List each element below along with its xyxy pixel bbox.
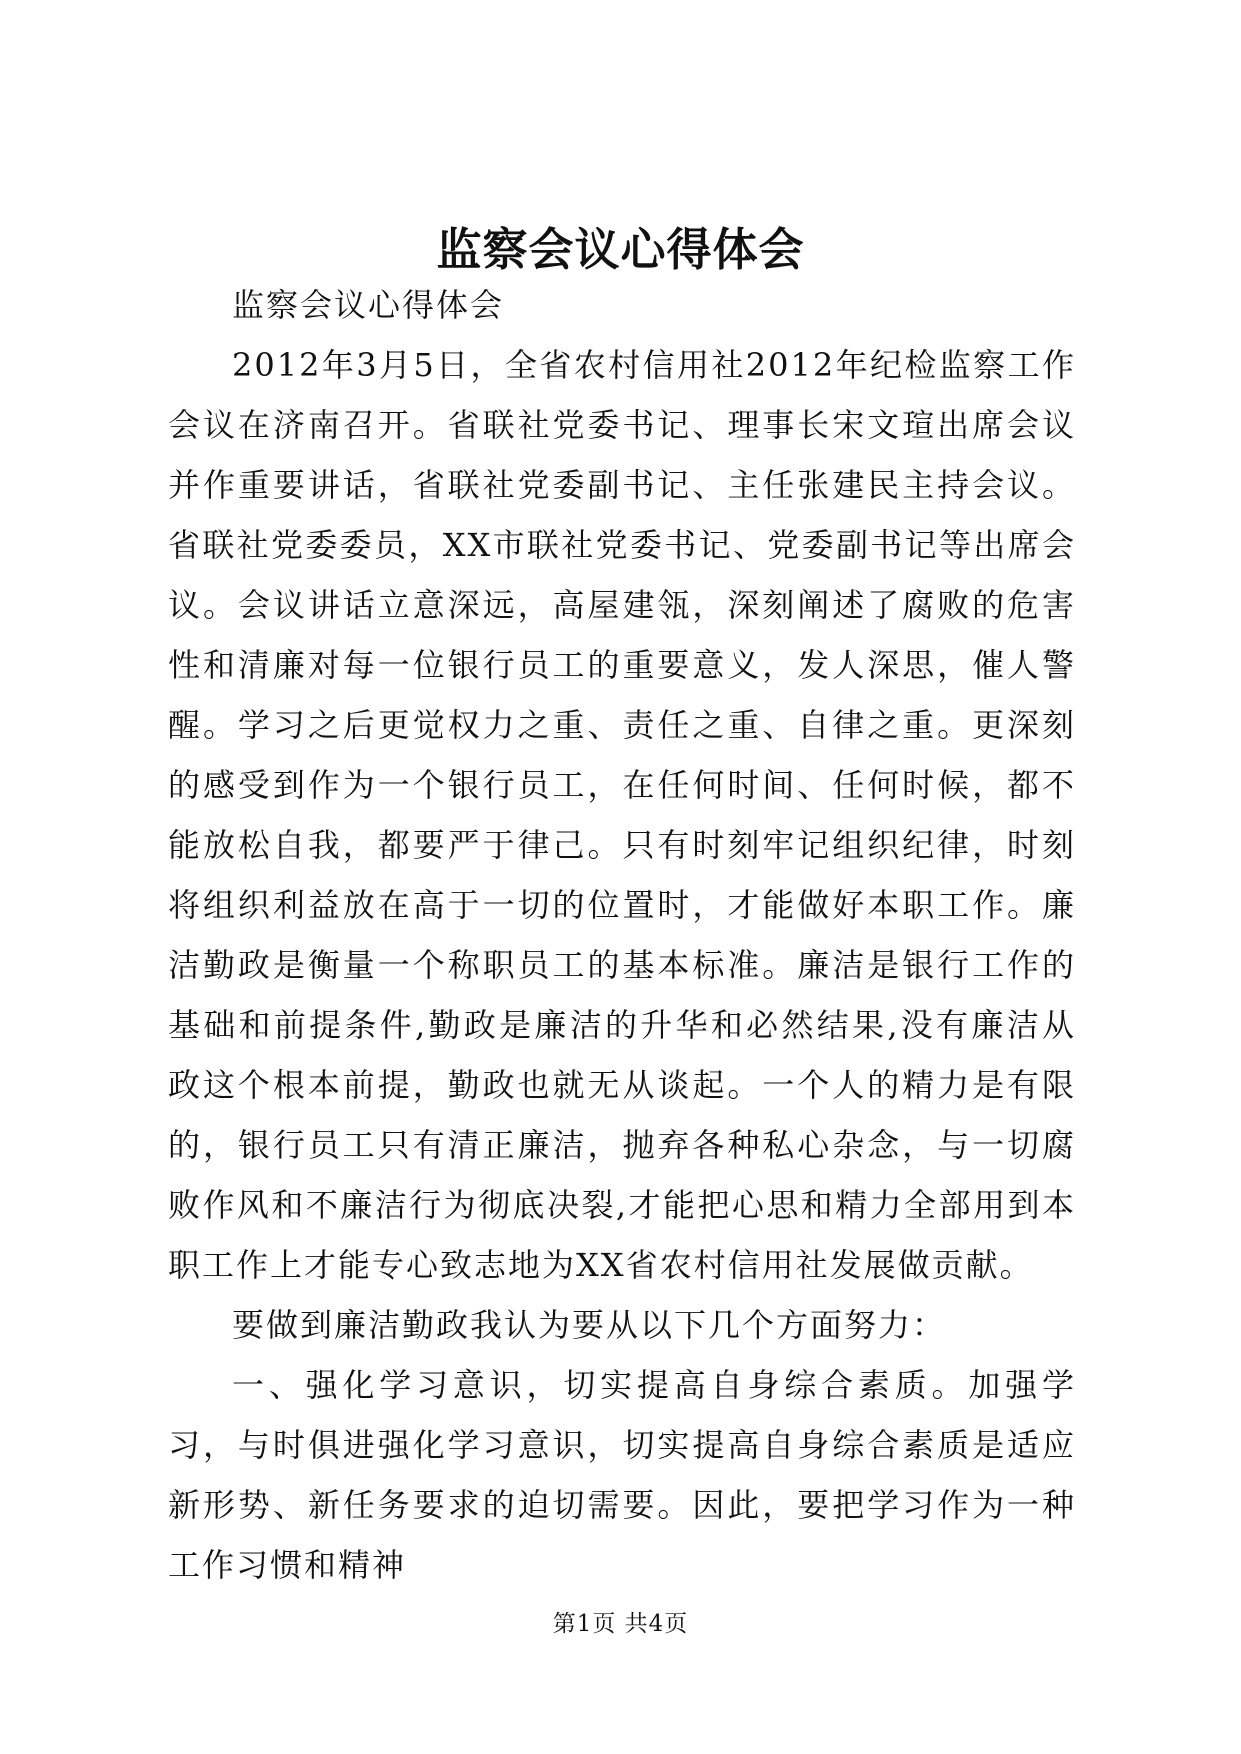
body-paragraph-1: 2012年3月5日，全省农村信用社2012年纪检监察工作会议在济南召开。省联社党委书记、理事长宋文瑄出席会议并作重要讲话，省联社党委副书记、主任张建民主持会议。省联社党委委员，XX市联社党委书记、党委副书记等出席会议。会议讲话立意深远，高屋建瓴，深刻阐述了腐败的危害性和清廉对每一位银行员工的重要意义，发人深思，催人警醒。学习之后更觉权力之重、责任之重、自律之重。更深刻的感受到作为一个银行员工，在任何时间、任何时候，都不能放松自我，都要严于律己。只有时刻牢记组织纪律，时刻将组织利益放在高于一切的位置时，才能做好本职工作。廉洁勤政是衡量一个称职员工的基本标准。廉洁是银行工作的基础和前提条件,勤政是廉洁的升华和必然结果,没有廉洁从政这个根本前提，勤政也就无从谈起。一个人的精力是有限的，银行员工只有清正廉洁，抛弃各种私心杂念，与一切腐败作风和不廉洁行为彻底决裂,才能把心思和精力全部用到本职工作上才能专心致志地为XX省农村信用社发展做贡献。: [168, 346, 1076, 1284]
body-paragraph-2: 要做到廉洁勤政我认为要从以下几个方面努力：: [232, 1306, 947, 1344]
subtitle-paragraph: 监察会议心得体会: [232, 286, 505, 324]
document-body: [168, 275, 1076, 1595]
body-paragraph-3: 一、强化学习意识，切实提高自身综合素质。加强学习，与时俱进强化学习意识，切实提高自身综合素质是适应新形势、新任务要求的迫切需要。因此，要把学习作为一种工作习惯和精神: [168, 1366, 1076, 1584]
page-number-footer: 第1页 共4页: [552, 1611, 689, 1637]
document-title: 监察会议心得体会: [436, 223, 805, 276]
